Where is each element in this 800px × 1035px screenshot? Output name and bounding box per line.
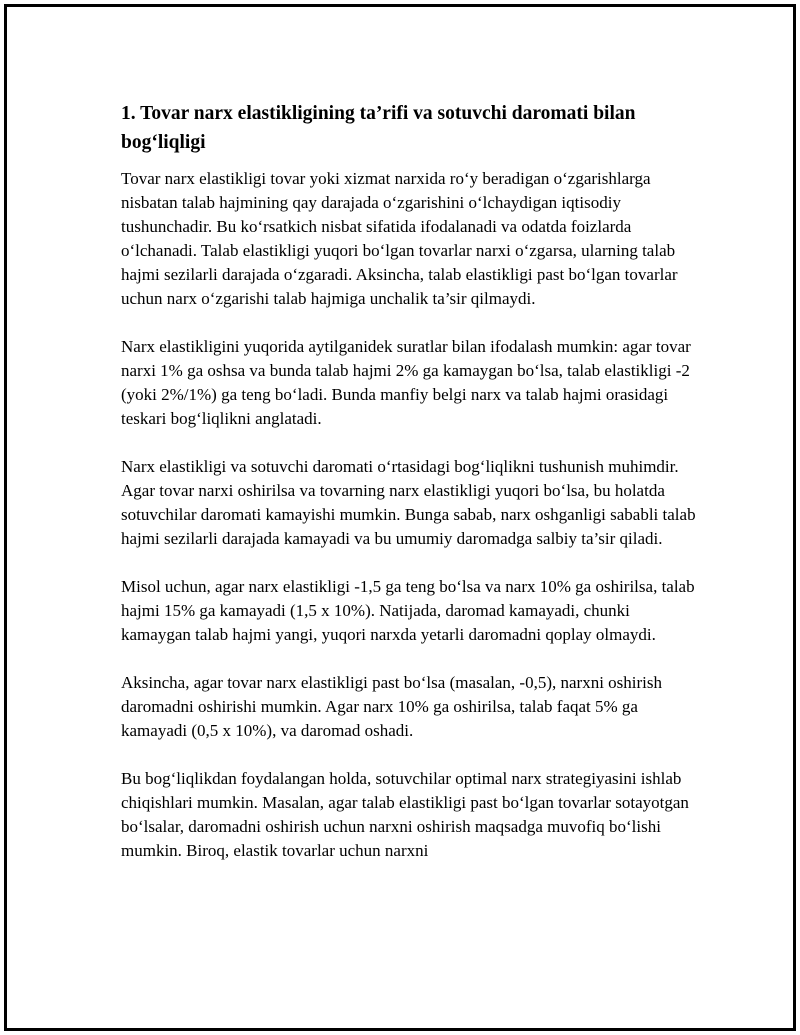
paragraph-revenue-relation: Narx elastikligi va sotuvchi daromati o‘rtasidagi bog‘liqlikni tushunish muhimdir. Agar tovar narxi oshirilsa va tovarning narx elastikligi yuqori bo‘lsa, bu holatda sotuvchilar daromati kamayishi mumkin. Bunga sabab, narx oshganligi sababli talab hajmi sezilarli darajada kamayadi va bu umumiy daromadga salbiy ta’sir qiladi. [121,457,696,548]
paragraph-definition: Tovar narx elastikligi tovar yoki xizmat narxida ro‘y beradigan o‘zgarishlarga nisbatan talab hajmining qay darajada o‘zgarishini o‘lchaydigan iqtisodiy tushunchadir. Bu ko‘rsatkich nisbat sifatida ifodalanadi va odatda foizlarda o‘lchanadi. Talab elastikligi yuqori bo‘lgan tovarlar narxi o‘zgarsa, ularning talab hajmi sezilarli darajada o‘zgaradi. Aksincha, talab elastikligi past bo‘lgan tovarlar uchun narx o‘zgarishi talab hajmiga unchalik ta’sir qilmaydi. [121,169,678,308]
paragraph-formula-example: Narx elastikligini yuqorida aytilganidek suratlar bilan ifodalash mumkin: agar tovar narxi 1% ga oshsa va bunda talab hajmi 2% ga kamaygan bo‘lsa, talab elastikligi -2 (yoki 2%/1%) ga teng bo‘ladi. Bunda manfiy belgi narx va talab hajmi orasidagi teskari bog‘liqlikni anglatadi. [121,337,691,428]
paragraph-inelastic-example: Aksincha, agar tovar narx elastikligi past bo‘lsa (masalan, -0,5), narxni oshirish daromadni oshirishi mumkin. Agar narx 10% ga oshirilsa, talab faqat 5% ga kamayadi (0,5 x 10%), va daromad oshadi. [121,673,663,740]
paragraph-elastic-example: Misol uchun, agar narx elastikligi -1,5 ga teng bo‘lsa va narx 10% ga oshirilsa, talab hajmi 15% ga kamayadi (1,5 x 10%). Natijada, daromad kamayadi, chunki kamaygan talab hajmi yangi, yuqori narxda yetarli daromadni qoplay olmaydi. [121,577,695,644]
document-body [121,99,701,887]
page-frame [4,4,796,1031]
section-heading: 1. Tovar narx elastikligining ta’rifi va sotuvchi daromati bilan bog‘liqligi [121,103,636,153]
paragraph-pricing-strategy: Bu bog‘liqlikdan foydalangan holda, sotuvchilar optimal narx strategiyasini ishlab chiqishlari mumkin. Masalan, agar talab elastikligi past bo‘lgan tovarlar sotayotgan bo‘lsalar, daromadni oshirish uchun narxni oshirish maqsadga muvofiq bo‘lishi mumkin. Biroq, elastik tovarlar uchun narxni [121,769,689,860]
